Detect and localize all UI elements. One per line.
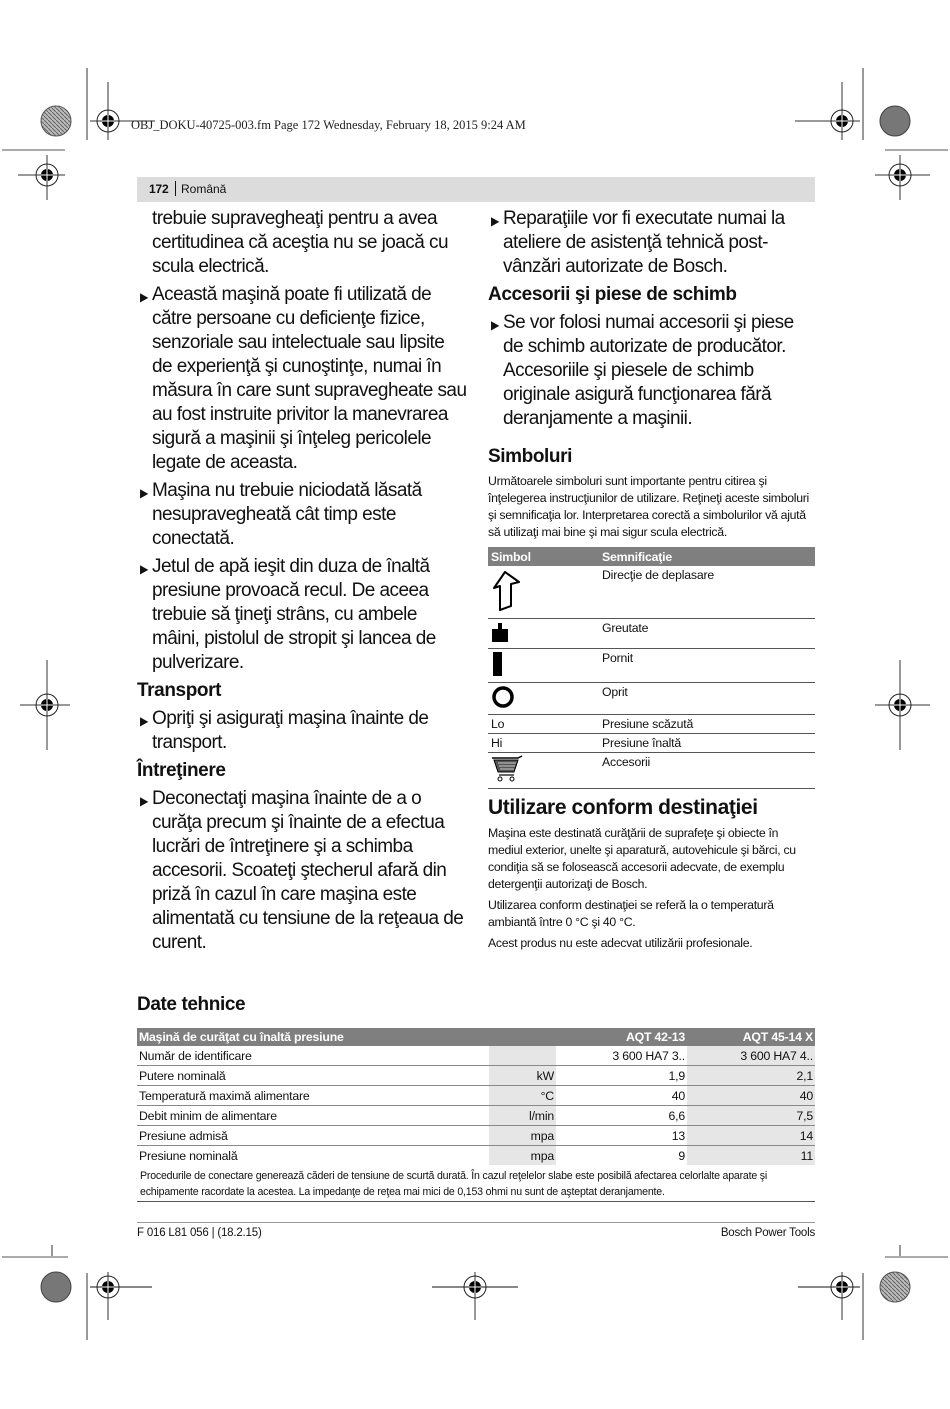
bullet-triangle-icon: ▶ xyxy=(140,794,148,808)
right-column xyxy=(488,207,815,956)
footer-divider xyxy=(137,1222,815,1223)
direction-arrow-icon xyxy=(491,568,521,612)
symbols-table xyxy=(488,547,815,789)
table-row: Debit minim de alimentare l/min 6,6 7,5 xyxy=(137,1106,815,1126)
transport-bullet: ▶ Opriţi şi asiguraţi maşina înainte de transport. xyxy=(140,708,429,753)
table-row: Hi Presiune înaltă xyxy=(488,733,815,752)
intended-use-text: Maşina este destinată curăţării de suprafeţe şi obiecte în mediul exterior, unelte şi aparatură, autovehicule şi bărci, cu condiţia să se folosească accesorii adecvate, de exemplu detergenţii autorizaţi de Bosch. Utilizarea conform destinaţiei se referă la o temperatură ambiantă între 0 °C şi 40 °C. Acest produs nu este adecvat utilizării profesionale. xyxy=(488,825,796,950)
page-header xyxy=(137,177,815,202)
repair-bullet: ▶ Reparaţiile vor fi executate numai la ateliere de asistenţă tehnică post-vânzări autorizate de Bosch. xyxy=(491,208,785,277)
bullet-triangle-icon: ▶ xyxy=(491,318,499,332)
bullet-triangle-icon: ▶ xyxy=(140,562,148,576)
col-meaning: Semnificaţie xyxy=(599,547,815,566)
footer-brand: Bosch Power Tools xyxy=(720,1227,815,1239)
header-language: Română xyxy=(181,182,227,196)
symbols-heading: Simboluri xyxy=(488,446,573,467)
intro-continuation: trebuie supravegheaţi pentru a avea certitudinea că aceştia nu se joacă cu scula electrică. xyxy=(152,208,448,277)
print-slug: OBJ_DOKU-40725-003.fm Page 172 Wednesday, February 18, 2015 9:24 AM xyxy=(131,118,526,132)
header-divider xyxy=(175,181,176,196)
table-row: Direcţie de deplasare xyxy=(488,566,815,618)
accessories-bullet: ▶ Se vor folosi numai accesorii şi piese de schimb autorizate de producător. Accesoriile şi piesele de schimb originale asigură funcţionarea fără deranjamente a maşinii. xyxy=(491,312,794,429)
bullet-triangle-icon: ▶ xyxy=(140,290,148,304)
table-row: Număr de identificare 3 600 HA7 3.. 3 600 HA7 4.. xyxy=(137,1046,815,1066)
table-row: Accesorii xyxy=(488,752,815,788)
table-row: Lo Presiune scăzută xyxy=(488,714,815,733)
left-column xyxy=(137,207,467,959)
power-on-icon xyxy=(491,651,505,677)
table-row: Temperatură maximă alimentare °C 40 40 xyxy=(137,1086,815,1106)
symbols-intro: Următoarele simboluri sunt importante pentru citirea şi înţelegerea instrucţiunilor de utilizare. Reţineţi aceste simboluri şi semnificaţia lor. Interpretarea corectă a simbolurilor vă ajută să utilizaţi mai bine şi mai sigur scula electrică. xyxy=(488,474,809,539)
model-2: AQT 45-14 X xyxy=(687,1028,815,1046)
safety-bullet: ▶ Această maşină poate fi utilizată de către persoane cu deficienţe fizice, senzoriale sau intelectuale sau lipsite de experienţă şi cunoştinţe, numai în măsura în care sunt supravegheate sau au fost instruite privitor la manevrarea sigură a maşinii şi înţeleg pericolele legate de aceasta. xyxy=(140,284,467,473)
power-off-icon xyxy=(491,685,515,709)
page-number: 172 xyxy=(149,182,169,196)
maintenance-bullet: ▶ Deconectaţi maşina înainte de a o curăţa precum şi înainte de a efectua lucrări de întreţinere şi a schimba accesorii. Scoateţi ştecherul afară din priză în cazul în care maşina este alimentată cu tensiune de la reţeaua de curent. xyxy=(140,788,464,953)
accessories-heading: Accesorii şi piese de schimb xyxy=(488,284,737,305)
shopping-cart-icon xyxy=(491,755,523,783)
table-row: Presiune nominală mpa 9 11 xyxy=(137,1146,815,1166)
col-symbol: Simbol xyxy=(488,547,599,566)
safety-bullet: ▶ Maşina nu trebuie niciodată lăsată nesupravegheată cât timp este conectată. xyxy=(140,480,422,549)
weight-icon xyxy=(491,621,509,643)
technical-data-heading: Date tehnice xyxy=(137,994,246,1015)
bullet-triangle-icon: ▶ xyxy=(491,214,499,228)
table-row: Putere nominală kW 1,9 2,1 xyxy=(137,1066,815,1086)
note-divider xyxy=(137,1201,815,1202)
bullet-triangle-icon: ▶ xyxy=(140,714,148,728)
symbol-hi: Hi xyxy=(488,733,599,752)
technical-data-note: Procedurile de conectare generează căderi de tensiune de scurtă durată. În cazul reţelelor slabe este posibilă afectarea celorlalte aparate şi echipamente racordate la acestea. La impedanţe de reţea mai mici de 0,153 ohmi nu sunt de aşteptat deranjamente. xyxy=(140,1170,768,1198)
symbol-lo: Lo xyxy=(488,714,599,733)
table-row: Pornit xyxy=(488,648,815,682)
footer-doc-code: F 016 L81 056 | (18.2.15) xyxy=(137,1227,262,1239)
technical-data-header: Maşină de curăţat cu înaltă presiune AQT 42-13 AQT 45-14 X xyxy=(139,1030,813,1044)
table-row: Oprit xyxy=(488,682,815,714)
model-1: AQT 42-13 xyxy=(556,1028,687,1046)
intended-use-heading: Utilizare conform destinaţiei xyxy=(488,795,758,819)
technical-data-table xyxy=(137,1028,815,1165)
transport-heading: Transport xyxy=(137,680,222,701)
table-row: Greutate xyxy=(488,618,815,648)
maintenance-heading: Întreţinere xyxy=(137,760,226,781)
symbols-table-header xyxy=(488,547,815,566)
bullet-triangle-icon: ▶ xyxy=(140,486,148,500)
safety-bullet: ▶ Jetul de apă ieşit din duza de înaltă presiune provoacă recul. De aceea trebuie să ţineţi strâns, cu ambele mâini, pistolul de stropit şi lancea de pulverizare. xyxy=(140,556,436,673)
table-row: Presiune admisă mpa 13 14 xyxy=(137,1126,815,1146)
